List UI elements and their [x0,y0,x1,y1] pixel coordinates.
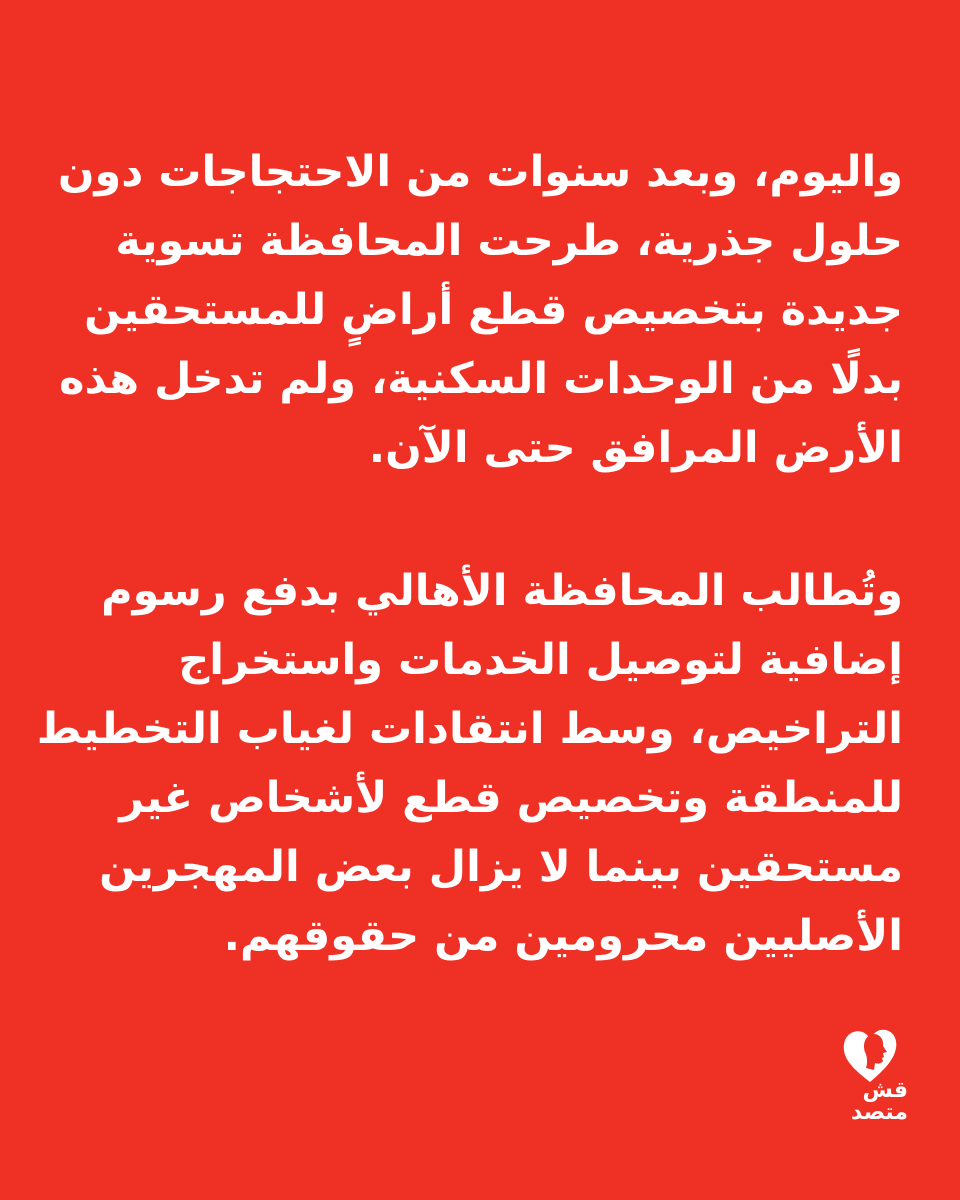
paragraph-line: إضافية لتوصيل الخدمات واستخراج [178,635,903,685]
paragraph-line: جديدة بتخصيص قطع أراضٍ للمستحقين [84,285,903,335]
brand-logo [812,1022,912,1127]
paragraph-line: الأرض المرافق حتى الآن. [368,423,903,473]
paragraph-2 [36,557,903,971]
logo-text-line-1: قش [862,1078,908,1103]
paragraph-line: التراخيص، وسط انتقادات لغياب التخطيط [36,704,903,754]
logo-text-line-2: متصد [851,1100,908,1125]
paragraph-line: وتُطالب المحافظة الأهالي بدفع رسوم [101,566,903,616]
paragraph-1 [53,138,903,483]
paragraph-line: بدلًا من الوحدات السكنية، ولم تدخل هذه [59,354,903,404]
paragraph-line: للمنطقة وتخصيص قطع لأشخاص غير [119,773,903,823]
logo-wordmark [851,1080,908,1124]
paragraph-line: مستحقين بينما لا يزال بعض المهجرين [99,842,903,892]
paragraph-line: حلول جذرية، طرحت المحافظة تسوية [115,216,903,266]
paragraph-line: واليوم، وبعد سنوات من الاحتجاجات دون [57,147,903,197]
paragraph-line: الأصليين محرومين من حقوقهم. [223,911,903,961]
